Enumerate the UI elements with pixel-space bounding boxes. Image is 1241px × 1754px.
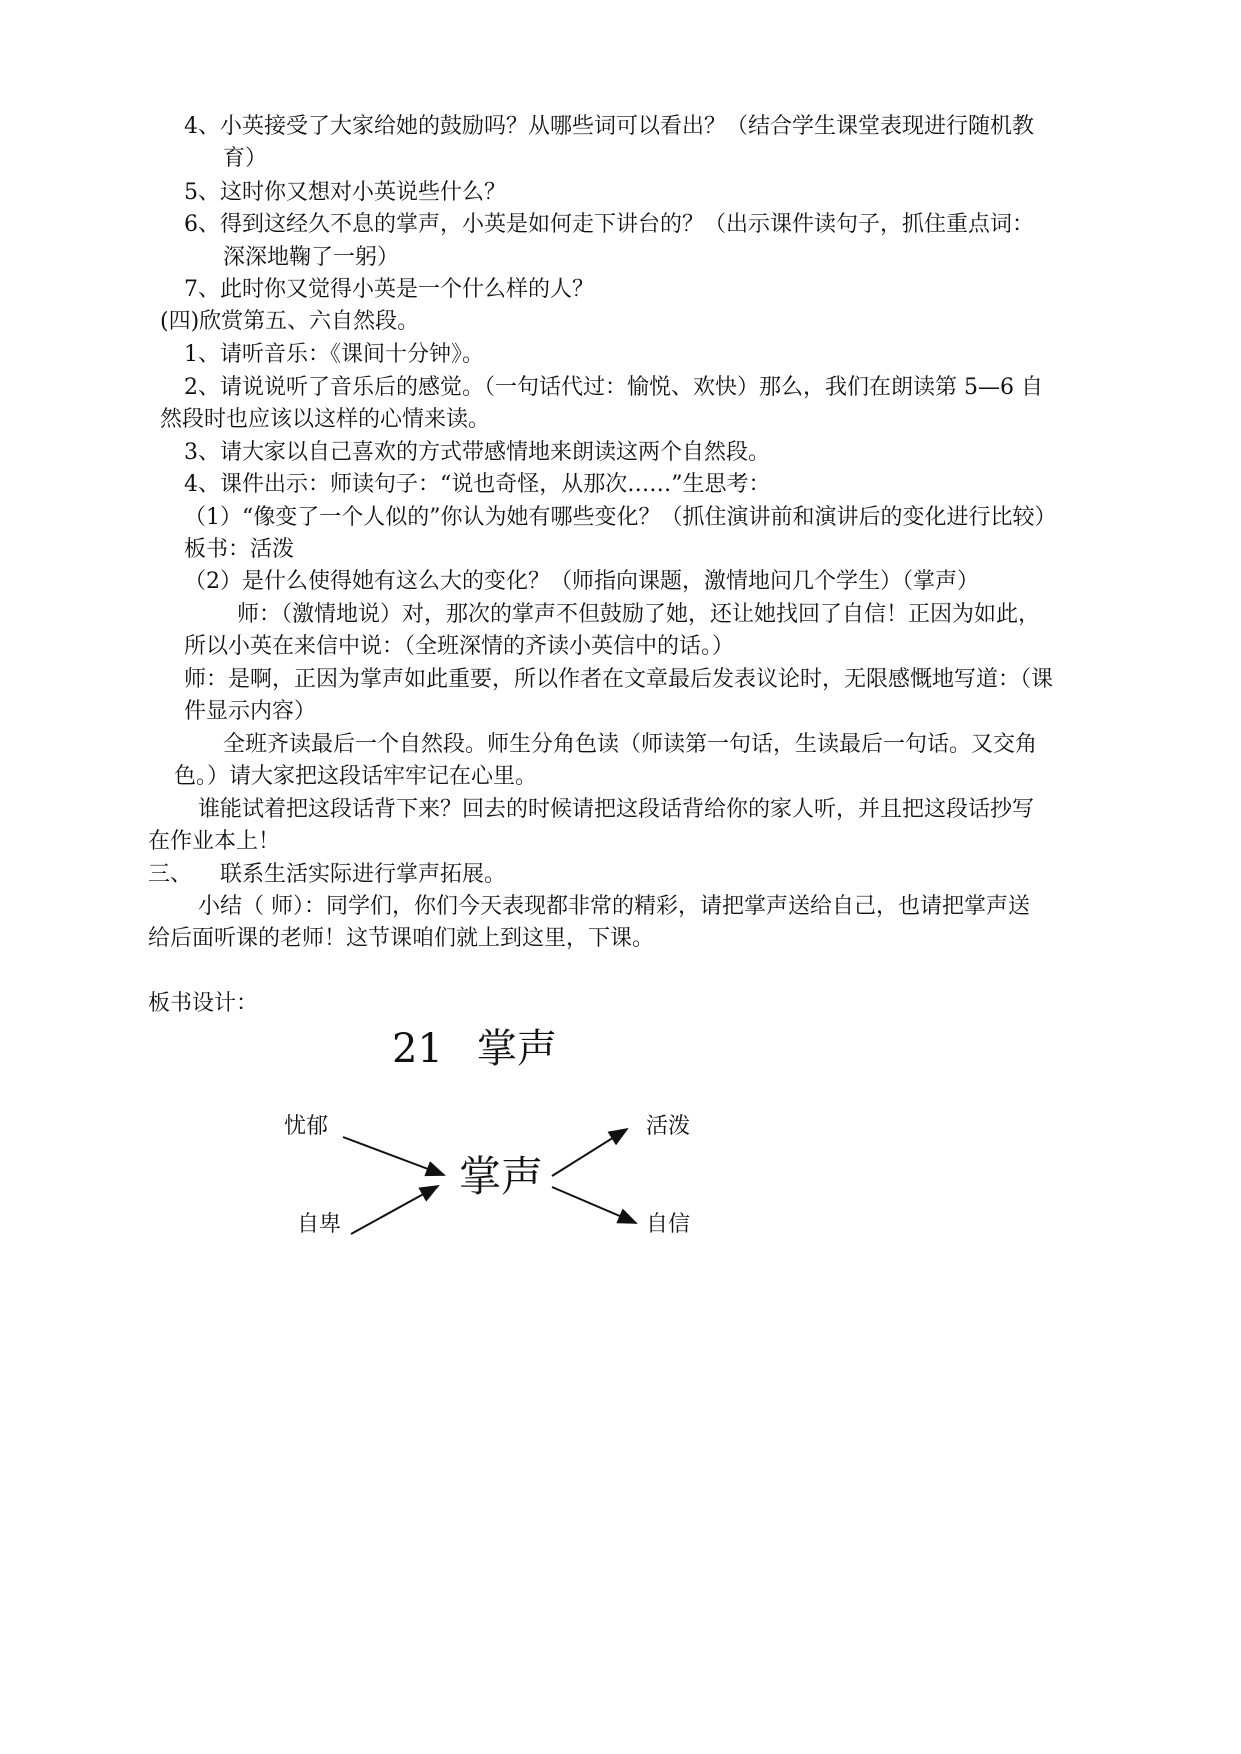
text-line: 深深地鞠了一躬）: [223, 245, 400, 270]
text-line: 7、此时你又觉得小英是一个什么样的人？: [184, 277, 594, 302]
text-line: 在作业本上！: [148, 829, 281, 854]
text-line: 师：（激情地说）对，那次的掌声不但鼓励了她，还让她找回了自信！正因为如此，: [237, 602, 1041, 627]
board-title-number: 21: [392, 1026, 443, 1072]
board-title-text: 掌声: [476, 1026, 557, 1072]
text-line: 小结（ 师）：同学们，你们今天表现都非常的精彩，请把掌声送给自己，也请把掌声送: [198, 894, 1030, 919]
text-line: 5、这时你又想对小英说些什么？: [184, 180, 506, 205]
text-line: （1）“像变了一个人似的”你认为她有哪些变化？（抓住演讲前和演讲后的变化进行比较）: [184, 505, 1057, 530]
text-line: 3、请大家以自己喜欢的方式带感情地来朗读这两个自然段。: [184, 440, 770, 465]
text-line: 全班齐读最后一个自然段。师生分角色读（师读第一句话，生读最后一句话。又交角: [223, 732, 1038, 757]
board-word-left-bottom: 自卑: [297, 1212, 342, 1237]
text-line: 所以小英在来信中说：（全班深情的齐读小英信中的话。）: [184, 634, 735, 659]
text-line: 4、小英接受了大家给她的鼓励吗？从哪些词可以看出？（结合学生课堂表现进行随机教: [184, 114, 1034, 139]
arrow-left-bottom: [351, 1186, 438, 1234]
board-design-label: 板书设计：: [148, 991, 259, 1016]
text-line: （2）是什么使得她有这么大的变化？（师指向课题，激情地问几个学生）（掌声）: [184, 569, 979, 594]
text-line: 件显示内容）: [184, 699, 317, 724]
text-line: 6、得到这经久不息的掌声，小英是如何走下讲台的？（出示课件读句子，抓住重点词：: [184, 212, 1034, 237]
board-word-left-top: 忧郁: [284, 1114, 329, 1139]
arrow-left-top: [343, 1137, 444, 1175]
board-word-right-top: 活泼: [646, 1114, 691, 1139]
text-line: 1、请听音乐：《课间十分钟》。: [184, 342, 484, 367]
text-line: 板书：活泼: [184, 537, 295, 562]
section-heading: 三、 联系生活实际进行掌声拓展。: [148, 862, 506, 887]
text-line: 给后面听课的老师！这节课咱们就上到这里，下课。: [148, 926, 655, 951]
board-center-word: 掌声: [459, 1152, 544, 1201]
arrow-right-bottom: [552, 1187, 636, 1223]
text-line: 2、请说说听了音乐后的感觉。（一句话代过：愉悦、欢快）那么，我们在朗读第 5—6 自: [184, 375, 1043, 400]
text-line: 色。）请大家把这段话牢牢记在心里。: [174, 764, 538, 789]
section-heading: (四)欣赏第五、六自然段。: [160, 309, 420, 334]
text-line: 师：是啊，正因为掌声如此重要，所以作者在文章最后发表议论时，无限感慨地写道：（课: [184, 667, 1054, 692]
board-word-right-bottom: 自信: [646, 1212, 691, 1237]
text-line: 育）: [223, 146, 268, 171]
arrow-right-top: [552, 1129, 627, 1176]
text-line: 谁能试着把这段话背下来？回去的时候请把这段话背给你的家人听，并且把这段话抄写: [198, 797, 1035, 822]
text-line: 然段时也应该以这样的心情来读。: [160, 407, 491, 432]
text-line: 4、课件出示：师读句子：“说也奇怪，从那次……”生思考：: [184, 472, 771, 497]
